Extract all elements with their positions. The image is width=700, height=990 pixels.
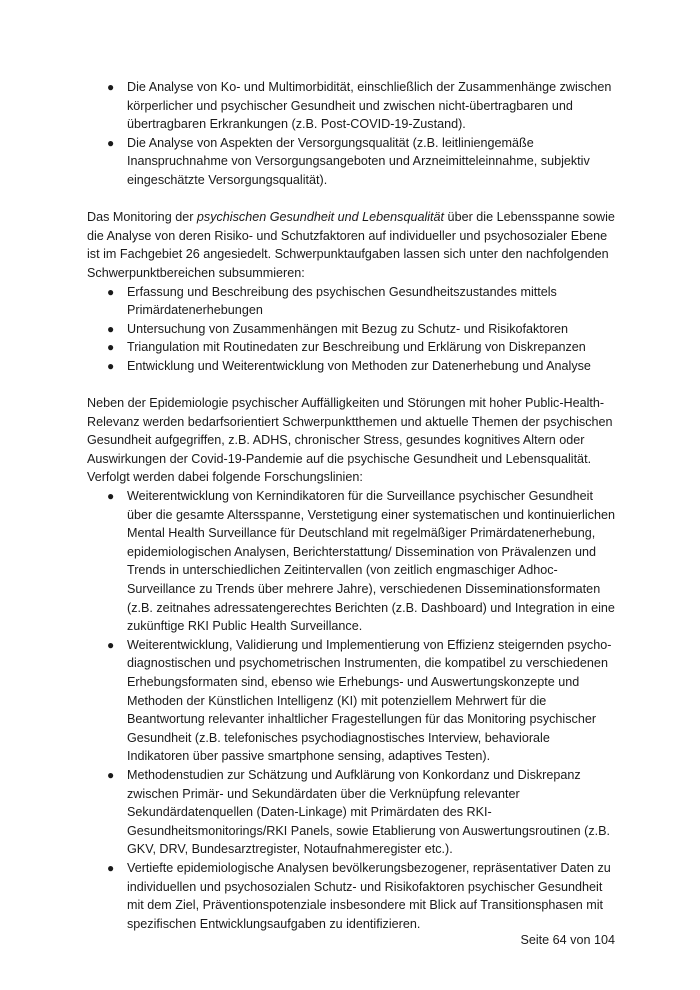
list-analysis-aspects (87, 78, 615, 190)
paragraph-text: über die Lebensspanne sowie die Analyse von deren Risiko- und Schutzfaktoren auf individueller und psychosozialer Ebene ist im Fachgebiet 26 angesiedelt. Schwerpunktaufgaben lassen sich unter den nachfolgenden Schwerpunktbereichen subsummieren: (87, 210, 615, 280)
page-number: Seite 64 von 104 (520, 933, 615, 947)
bullet-icon: ● (107, 860, 115, 875)
bullet-icon: ● (107, 340, 115, 355)
bullet-icon: ● (107, 80, 115, 94)
list-item-text: Weiterentwicklung, Validierung und Implementierung von Effizienz steigernden psycho-diagnostischen und psychometrischen Instrumenten, die kompatibel zu verschiedenen Erhebungsformaten sind, ebenso wie Erhebungs- und Auswertungskonzepte und Methoden der Künstlichen Intelligenz (KI) mit potenziellem Mehrwert für die Beantwortung relevanter inhaltlicher Fragestellungen für das Monitoring psychischer Gesundheit (z.B. telefonisches psychodiagnostisches Interview, behaviorale Indikatoren über passive smartphone sensing, adaptives Testen). (127, 637, 612, 764)
list-item (87, 338, 615, 357)
list-item-text: Erfassung und Beschreibung des psychischen Gesundheitszustandes mittels Primärdatenerhebungen (127, 284, 557, 318)
list-item-text: Die Analyse von Ko- und Multimorbidität, einschließlich der Zusammenhänge zwischen körperlicher und psychischer Gesundheit und zwischen nicht-übertragbaren und übertragbaren Erkrankungen (z.B. Post-COVID-19-Zustand). (127, 80, 612, 132)
list-research-lines (87, 487, 615, 933)
list-item (87, 636, 615, 766)
list-item (87, 134, 615, 190)
bullet-icon: ● (107, 321, 115, 336)
bullet-icon: ● (107, 284, 115, 299)
bullet-icon: ● (107, 767, 115, 782)
paragraph-emphasis: psychischen Gesundheit und Lebensqualität (196, 210, 445, 225)
bullet-icon: ● (107, 358, 115, 373)
list-item-text: Vertiefte epidemiologische Analysen bevölkerungsbezogener, repräsentativer Daten zu individuellen und psychosozialen Schutz- und Risikofaktoren psychischer Gesundheit mit dem Ziel, Präventionspotenziale insbesondere mit Blick auf Transitionsphasen mit spezifischen Entwicklungsaufgaben zu identifizieren. (127, 860, 611, 931)
list-item (87, 357, 615, 376)
paragraph-monitoring (87, 208, 615, 282)
list-item (87, 78, 615, 134)
list-item-text: Untersuchung von Zusammenhängen mit Bezug zu Schutz- und Risikofaktoren (127, 321, 569, 336)
bullet-icon: ● (107, 135, 115, 150)
list-item (87, 283, 615, 320)
list-item-text: Triangulation mit Routinedaten zur Beschreibung und Erklärung von Diskrepanzen (127, 340, 586, 355)
list-item-text: Weiterentwicklung von Kernindikatoren für die Surveillance psychischer Gesundheit über die gesamte Altersspanne, Verstetigung einer systematischen und kontinuierlichen Mental Health Surveillance für Deutschland mit regelmäßiger Primärdatenerhebung, epidemiologischen Analysen, Berichterstattung/ Dissemination von Prävalenzen und Trends in unterschiedlichen Zeitintervallen (von zeitlich engmaschiger Adhoc-Surveillance zu Trends über mehrere Jahre), verschiedenen Disseminationsformaten (z.B. zeitnahes adressatengerechtes Berichten (z.B. Dashboard) und Integration in eine zukünftige RKI Public Health Surveillance. (127, 489, 615, 634)
paragraph-epidemiology: Neben der Epidemiologie psychischer Auffälligkeiten und Störungen mit hoher Public-Health-Relevanz werden bedarfsorientiert Schwerpunktthemen und aktuelle Themen der psychischen Gesundheit aufgegriffen, z.B. ADHS, chronischer Stress, gesundes kognitives Altern oder Auswirkungen der Covid-19-Pandemie auf die psychische Gesundheit und Lebensqualität. Verfolgt werden dabei folgende Forschungslinien: (87, 396, 613, 485)
bullet-icon: ● (107, 489, 115, 504)
list-focus-areas (87, 283, 615, 376)
list-item-text: Entwicklung und Weiterentwicklung von Methoden zur Datenerhebung und Analyse (127, 358, 591, 373)
bullet-icon: ● (107, 637, 115, 652)
list-item-text: Die Analyse von Aspekten der Versorgungsqualität (z.B. leitliniengemäße Inanspruchnahme von Versorgungsangeboten und Arzneimitteleinnahme, subjektiv eingeschätzte Versorgungsqualität). (127, 135, 590, 187)
paragraph-text: Das Monitoring der (87, 210, 197, 225)
list-item (87, 859, 615, 933)
list-item (87, 766, 615, 859)
list-item-text: Methodenstudien zur Schätzung und Aufklärung von Konkordanz und Diskrepanz zwischen Primär- und Sekundärdaten über die Verknüpfung relevanter Sekundärdatenquellen (Daten-Linkage) mit Primärdaten des RKI-Gesundheitsmonitorings/RKI Panels, sowie Etablierung von Auswertungsroutinen (z.B. GKV, DRV, Bundesarztregister, Notaufnahmeregister etc.). (127, 767, 611, 857)
page-content (87, 78, 615, 933)
list-item (87, 487, 615, 636)
list-item (87, 320, 615, 339)
